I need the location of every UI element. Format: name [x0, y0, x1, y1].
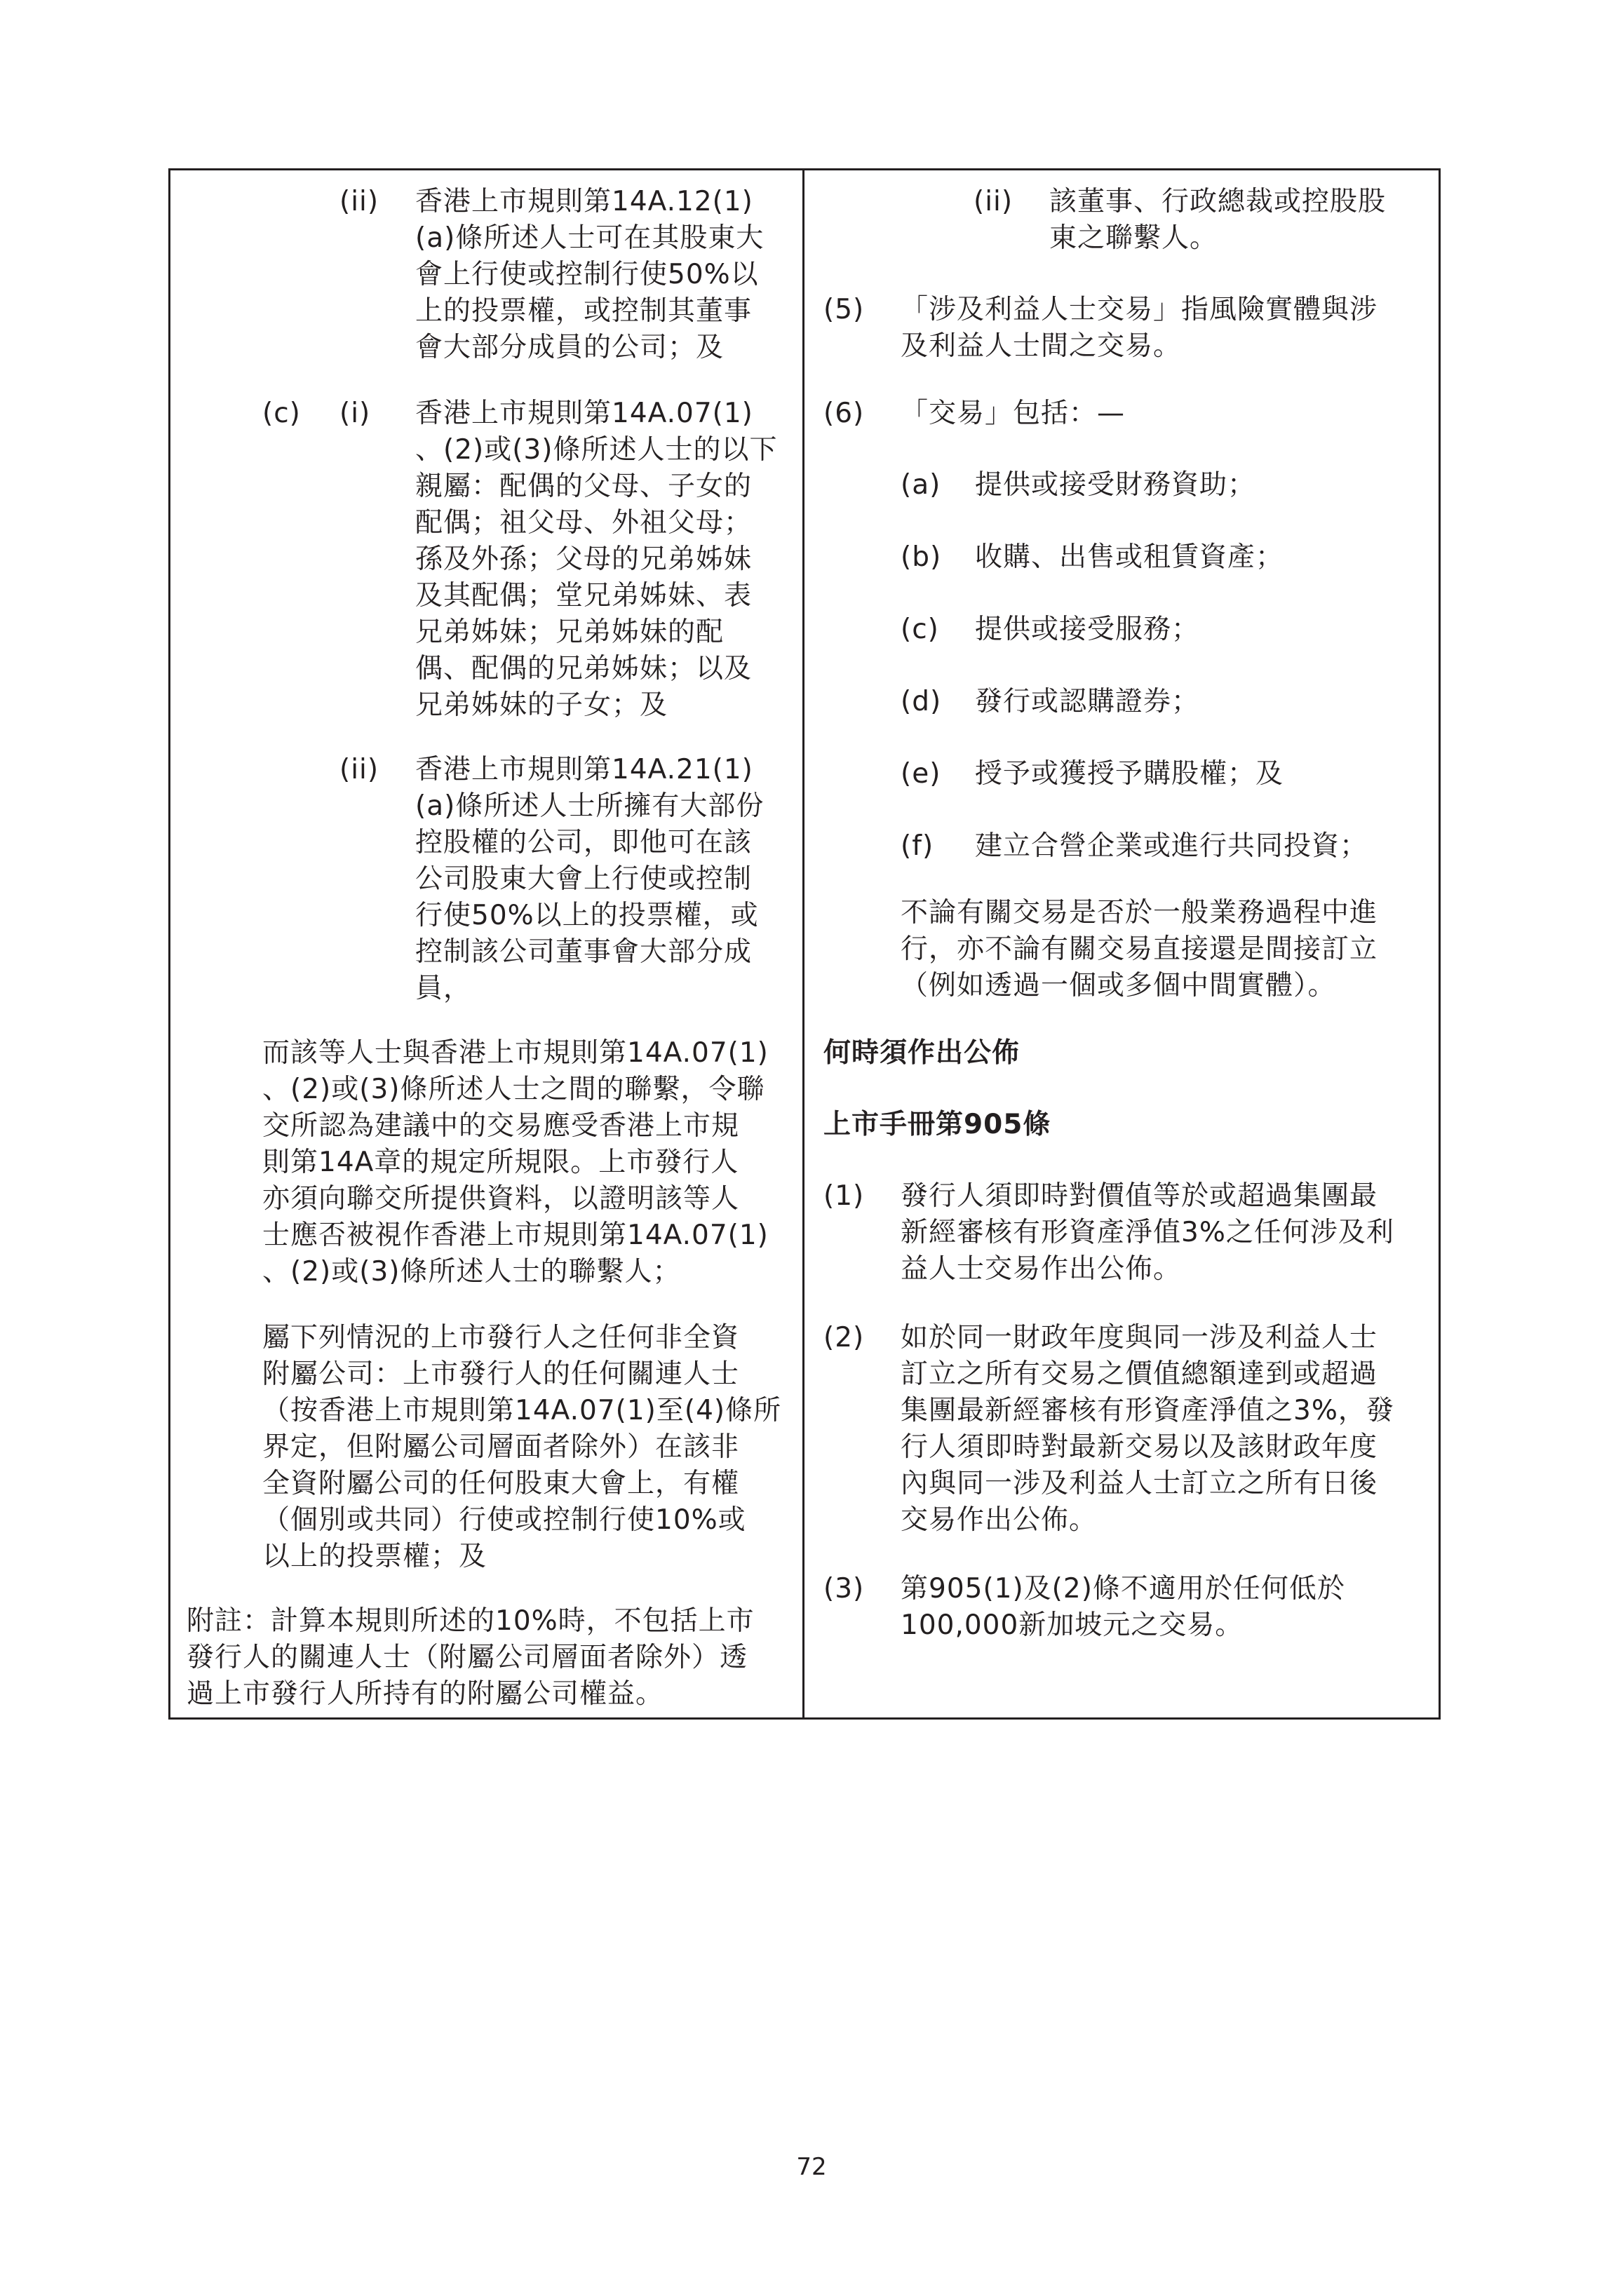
left-b-ii-marker: (ii): [339, 186, 379, 217]
right-6-subitem-text: 授予或獲授予購股權；及: [975, 758, 1284, 790]
left-subsidiary-line: （按香港上市規則第14A.07(1)至(4)條所: [262, 1395, 782, 1426]
left-subsidiary-line: 全資附屬公司的任何股東大會上，有權: [262, 1468, 740, 1499]
right-ii-line: 該董事、行政總裁或控股股: [1049, 186, 1387, 217]
rule-item-line: 新經審核有形資產淨值3%之任何涉及利: [901, 1217, 1394, 1248]
rule-item-line: 交易作出公佈。: [901, 1504, 1098, 1536]
left-connection-line: 交所認為建議中的交易應受香港上市規: [262, 1110, 740, 1142]
left-c-ii-line: 員，: [415, 973, 472, 1004]
left-c-i-marker: (i): [339, 398, 371, 429]
left-subsidiary-line: 附屬公司：上市發行人的任何關連人士: [262, 1358, 740, 1390]
left-connection-line: 則第14A章的規定所規限。上市發行人: [262, 1147, 739, 1178]
right-ii-marker: (ii): [974, 186, 1013, 217]
left-c-ii-line: 香港上市規則第14A.21(1): [415, 754, 753, 785]
left-c-i-line: 配偶；祖父母、外祖父母；: [415, 507, 753, 539]
left-b-ii-line: 會大部分成員的公司；及: [415, 332, 725, 363]
rule-item-line: 如於同一財政年度與同一涉及利益人士: [901, 1322, 1378, 1353]
right-6-subitem-marker: (d): [901, 686, 942, 717]
left-c-ii-line: 行使50%以上的投票權，或: [415, 900, 759, 931]
heading-when-announce: 何時須作出公佈: [823, 1037, 1021, 1069]
left-connection-line: 亦須向聯交所提供資料，以證明該等人: [262, 1183, 740, 1215]
page-number: 72: [796, 2153, 827, 2181]
left-connection-line: 、(2)或(3)條所述人士的聯繫人；: [262, 1256, 681, 1288]
rule-item-line: 第905(1)及(2)條不適用於任何低於: [901, 1573, 1345, 1605]
left-c-ii-line: (a)條所述人士所擁有大部份: [415, 790, 765, 822]
right-6-subitem-marker: (f): [901, 830, 934, 862]
left-c-ii-line: 控股權的公司，即他可在該: [415, 827, 753, 858]
right-6-lead: 「交易」包括：—: [901, 398, 1126, 429]
left-c-i-line: 孫及外孫；父母的兄弟姊妹: [415, 543, 753, 575]
rule-item-line: 訂立之所有交易之價值總額達到或超過: [901, 1358, 1378, 1390]
left-subsidiary-line: 界定，但附屬公司層面者除外）在該非: [262, 1431, 740, 1463]
rule-item-line: 集團最新經審核有形資產淨值之3%，發: [901, 1395, 1394, 1426]
left-c-i-line: 香港上市規則第14A.07(1): [415, 398, 753, 429]
heading-rule-905: 上市手冊第905條: [823, 1109, 1051, 1140]
rule-item-line: 內與同一涉及利益人士訂立之所有日後: [901, 1468, 1378, 1499]
left-c-i-line: 兄弟姊妹；兄弟姊妹的配: [415, 616, 725, 648]
right-5-line: 「涉及利益人士交易」指風險實體與涉: [901, 294, 1378, 325]
right-6-closing-line: （例如透過一個或多個中間實體）。: [901, 970, 1336, 1001]
right-6-closing-line: 行，亦不論有關交易直接還是間接訂立: [901, 933, 1378, 965]
left-b-ii-line: 上的投票權，或控制其董事: [415, 295, 753, 327]
left-note-line: 發行人的關連人士（附屬公司層面者除外）透: [187, 1642, 748, 1673]
right-6-subitem-marker: (a): [901, 469, 941, 501]
right-6-subitem-text: 提供或接受財務資助；: [975, 469, 1256, 501]
rule-item-marker: (1): [823, 1180, 865, 1212]
left-subsidiary-line: 屬下列情況的上市發行人之任何非全資: [262, 1322, 740, 1353]
left-b-ii-line: (a)條所述人士可在其股東大: [415, 222, 765, 254]
left-subsidiary-line: 以上的投票權；及: [262, 1541, 487, 1572]
right-6-subitem-marker: (e): [901, 758, 941, 790]
rule-item-line: 100,000新加坡元之交易。: [901, 1609, 1244, 1641]
left-c-ii-line: 控制該公司董事會大部分成: [415, 936, 753, 968]
left-b-ii-line: 會上行使或控制行使50%以: [415, 259, 759, 290]
right-6-closing-line: 不論有關交易是否於一般業務過程中進: [901, 897, 1378, 928]
right-6-subitem-text: 提供或接受服務；: [975, 614, 1200, 645]
left-c-i-line: 兄弟姊妹的子女；及: [415, 689, 668, 721]
left-c-ii-line: 公司股東大會上行使或控制: [415, 863, 753, 895]
right-6-subitem-marker: (b): [901, 541, 942, 573]
left-note-line: 附註：計算本規則所述的10%時，不包括上市: [187, 1605, 755, 1637]
left-c-i-line: 親屬：配偶的父母、子女的: [415, 471, 753, 502]
left-c-i-line: 偶、配偶的兄弟姊妹；以及: [415, 653, 753, 684]
rule-item-marker: (2): [823, 1322, 865, 1353]
left-note-line: 過上市發行人所持有的附屬公司權益。: [187, 1678, 664, 1710]
left-subsidiary-line: （個別或共同）行使或控制行使10%或: [262, 1504, 746, 1536]
right-5-marker: (5): [823, 294, 865, 325]
rule-item-line: 發行人須即時對價值等於或超過集團最: [901, 1180, 1378, 1212]
left-connection-line: 而該等人士與香港上市規則第14A.07(1): [262, 1037, 769, 1069]
right-6-marker: (6): [823, 398, 865, 429]
right-6-subitem-text: 收購、出售或租賃資產；: [975, 541, 1284, 573]
right-5-line: 及利益人士間之交易。: [901, 330, 1182, 362]
right-6-subitem-text: 發行或認購證券；: [975, 686, 1200, 717]
rule-item-line: 行人須即時對最新交易以及該財政年度: [901, 1431, 1378, 1463]
left-connection-line: 、(2)或(3)條所述人士之間的聯繫，令聯: [262, 1074, 765, 1105]
left-c-i-line: 及其配偶；堂兄弟姊妹、表: [415, 580, 753, 612]
left-c-ii-marker: (ii): [339, 754, 379, 785]
left-c-i-line: 、(2)或(3)條所述人士的以下: [415, 434, 778, 466]
left-c-marker: (c): [262, 398, 301, 429]
rule-item-marker: (3): [823, 1573, 865, 1605]
column-divider: [802, 168, 804, 1720]
left-b-ii-line: 香港上市規則第14A.12(1): [415, 186, 753, 217]
right-ii-line: 東之聯繫人。: [1049, 222, 1218, 254]
rule-item-line: 益人士交易作出公佈。: [901, 1253, 1182, 1285]
right-6-subitem-text: 建立合營企業或進行共同投資；: [975, 830, 1368, 862]
left-connection-line: 士應否被視作香港上市規則第14A.07(1): [262, 1220, 769, 1251]
right-6-subitem-marker: (c): [901, 614, 939, 645]
